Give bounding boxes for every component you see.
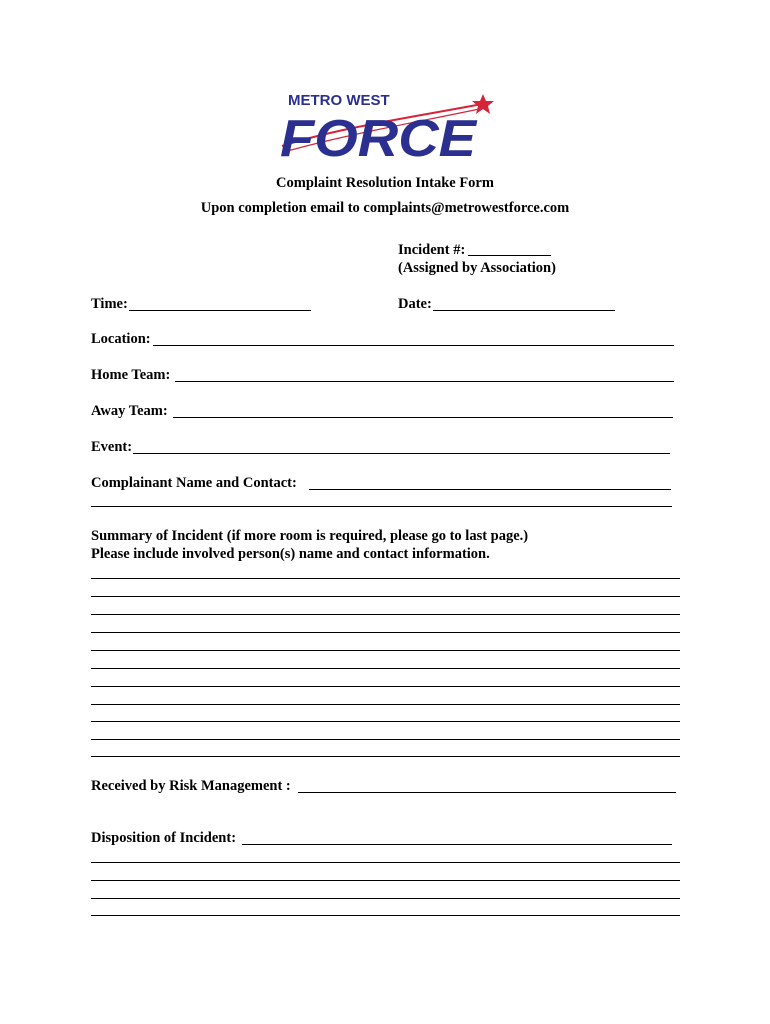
time-field[interactable]	[129, 310, 311, 311]
disposition-line[interactable]	[91, 880, 680, 881]
date-field[interactable]	[433, 310, 615, 311]
summary-label-line1: Summary of Incident (if more room is required, please go to last page.)	[91, 528, 529, 544]
summary-line[interactable]	[91, 596, 680, 597]
disposition-line[interactable]	[91, 915, 680, 916]
complainant-field[interactable]	[309, 489, 671, 490]
away-team-label: Away Team:	[91, 403, 168, 419]
incident-note: (Assigned by Association)	[398, 260, 556, 276]
disposition-line[interactable]	[91, 898, 680, 899]
event-label: Event:	[91, 439, 133, 455]
date-label: Date:	[398, 296, 432, 312]
summary-line[interactable]	[91, 668, 680, 669]
incident-field[interactable]	[468, 255, 551, 256]
location-label: Location:	[91, 331, 151, 347]
summary-line[interactable]	[91, 756, 680, 757]
summary-line[interactable]	[91, 704, 680, 705]
summary-label-line2: Please include involved person(s) name and contact information.	[91, 546, 490, 562]
received-field[interactable]	[298, 792, 676, 793]
summary-line[interactable]	[91, 614, 680, 615]
logo-line2: FORCE	[280, 110, 478, 162]
time-label: Time:	[91, 296, 128, 312]
received-label: Received by Risk Management :	[91, 778, 291, 794]
complainant-label: Complainant Name and Contact:	[91, 475, 297, 491]
summary-line[interactable]	[91, 739, 680, 740]
summary-line[interactable]	[91, 578, 680, 579]
logo-line1: METRO WEST	[288, 92, 390, 109]
summary-line[interactable]	[91, 632, 680, 633]
complainant-field-line2[interactable]	[91, 506, 672, 507]
home-team-field[interactable]	[175, 381, 674, 382]
disposition-field[interactable]	[242, 844, 672, 845]
event-field[interactable]	[133, 453, 670, 454]
disposition-line[interactable]	[91, 862, 680, 863]
summary-line[interactable]	[91, 650, 680, 651]
home-team-label: Home Team:	[91, 367, 171, 383]
away-team-field[interactable]	[173, 417, 673, 418]
location-field[interactable]	[153, 345, 674, 346]
summary-line[interactable]	[91, 721, 680, 722]
form-instructions: Upon completion email to complaints@metrowestforce.com	[200, 200, 570, 216]
incident-label: Incident #:	[398, 242, 466, 258]
metro-west-force-logo	[278, 88, 496, 162]
summary-line[interactable]	[91, 686, 680, 687]
disposition-label: Disposition of Incident:	[91, 830, 237, 846]
form-title: Complaint Resolution Intake Form	[276, 175, 494, 191]
